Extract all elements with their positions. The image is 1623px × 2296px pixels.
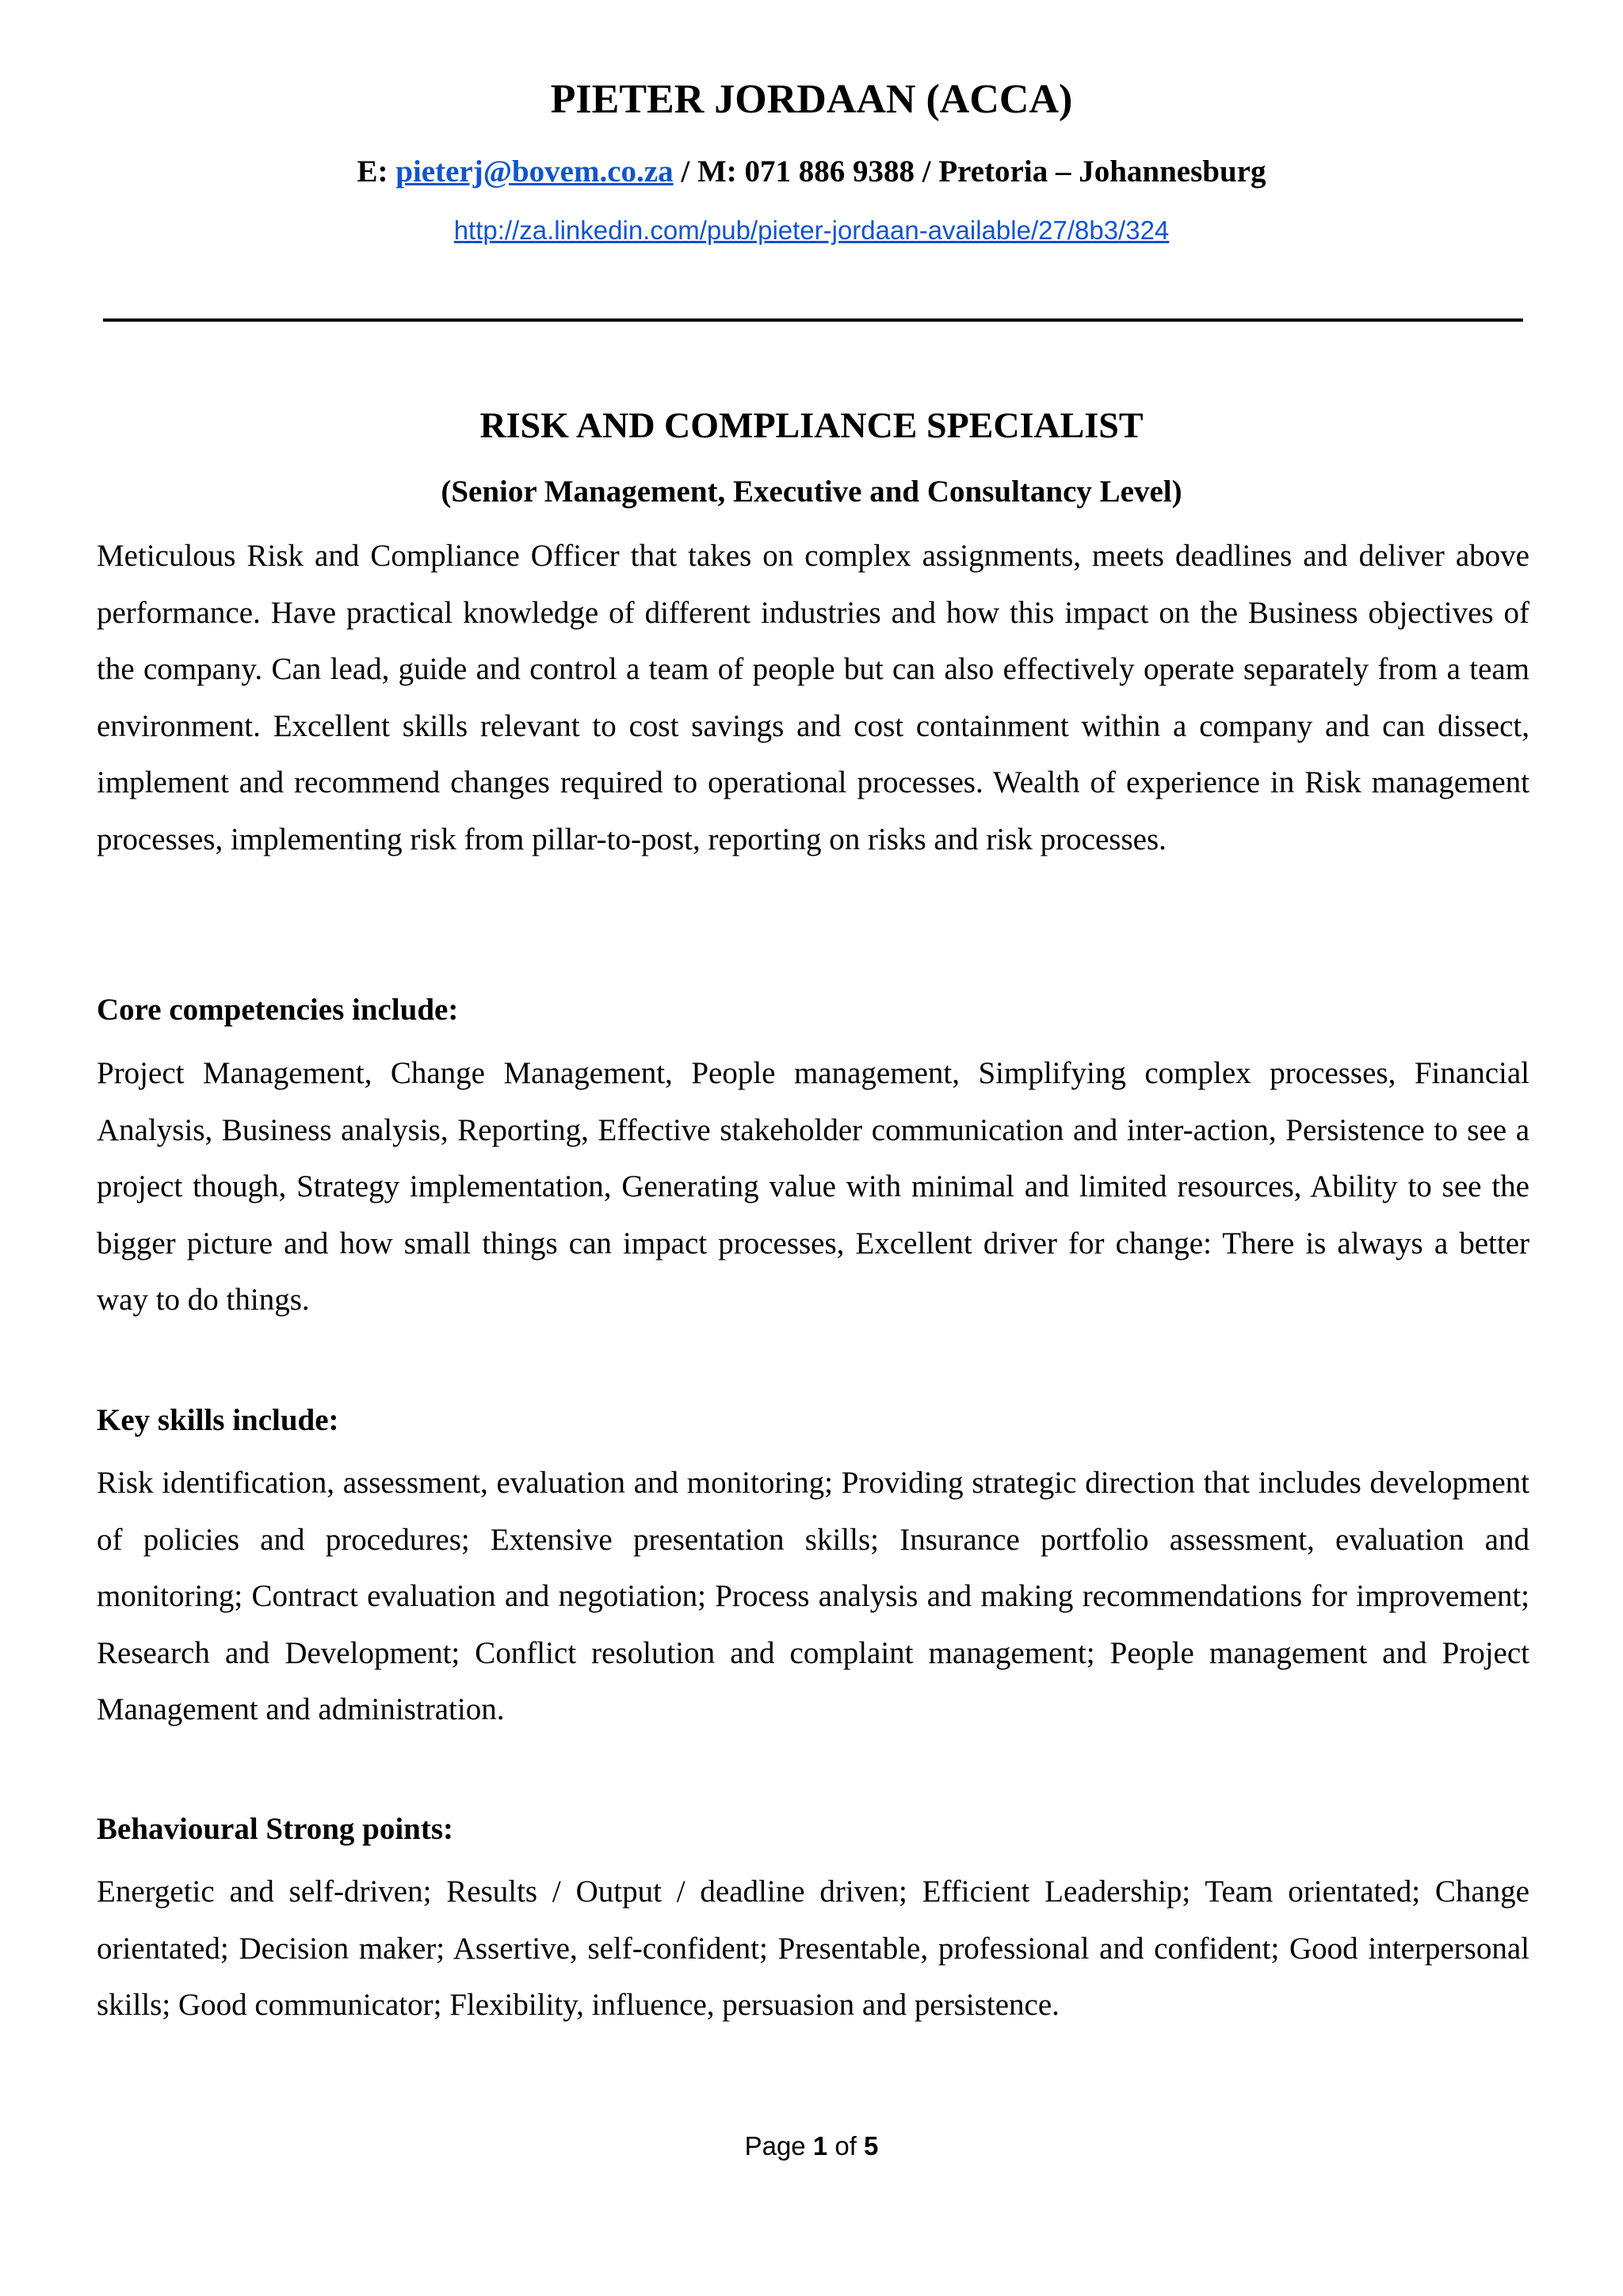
header-divider [103,318,1523,322]
page-number [0,2131,1623,2161]
linkedin-link[interactable]: http://za.linkedin.com/pub/pieter-jordaan-available/27/8b3/324 [453,215,1170,245]
contact-line [0,154,1623,189]
page-of-label: of [827,2131,865,2161]
contact-details: / M: 071 886 9388 / Pretoria – Johannesburg [673,154,1266,189]
linkedin-line [0,215,1623,246]
key-skills-heading: Key skills include: [97,1403,339,1437]
email-link[interactable]: pieterj@bovem.co.za [395,154,674,189]
summary-paragraph: Meticulous Risk and Compliance Officer that takes on complex assignments, meets deadlines and deliver above performance. Have practical knowledge of different industries and how this impact on the Business objectives of the company. Can lead, guide and control a team of people but can also effectively operate separately from a team environment. Excellent skills relevant to cost savings and cost containment within a company and can dissect, implement and recommend changes required to operational processes. Wealth of experience in Risk management processes, implementing risk from pillar-to-post, reporting on risks and risk processes. [97,539,1529,856]
core-competencies-heading: Core competencies include: [97,993,459,1027]
behavioural-body: Energetic and self-driven; Results / Output / deadline driven; Efficient Leadership; Team orientated; Change orientated; Decision maker; Assertive, self-confident; Presentable, professional and confident; Good interpersonal skills; Good communicator; Flexibility, influence, persuasion and persistence. [97,1875,1529,2022]
candidate-name: PIETER JORDAAN (ACCA) [550,77,1073,122]
behavioural-heading: Behavioural Strong points: [97,1812,454,1846]
key-skills-body: Risk identification, assessment, evaluation and monitoring; Providing strategic direction that includes development of policies and procedures; Extensive presentation skills; Insurance portfolio assessment, evaluation and monitoring; Contract evaluation and negotiation; Process analysis and making recommendations for improvement; Research and Development; Conflict resolution and complaint management; People management and Project Management and administration. [97,1466,1529,1726]
page-total: 5 [864,2131,879,2161]
core-competencies-body: Project Management, Change Management, People management, Simplifying complex processes, Financial Analysis, Business analysis, Reporting, Effective stakeholder communication and inter-action, Persistence to see a project though, Strategy implementation, Generating value with minimal and limited resources, Ability to see the bigger picture and how small things can impact processes, Excellent driver for change: There is always a better way to do things. [97,1056,1529,1317]
page-current: 1 [812,2131,828,2161]
job-title: RISK AND COMPLIANCE SPECIALIST [479,405,1144,445]
email-prefix: E: [357,154,396,189]
page-label: Page [744,2131,813,2161]
job-level: (Senior Management, Executive and Consultancy Level) [441,475,1182,509]
